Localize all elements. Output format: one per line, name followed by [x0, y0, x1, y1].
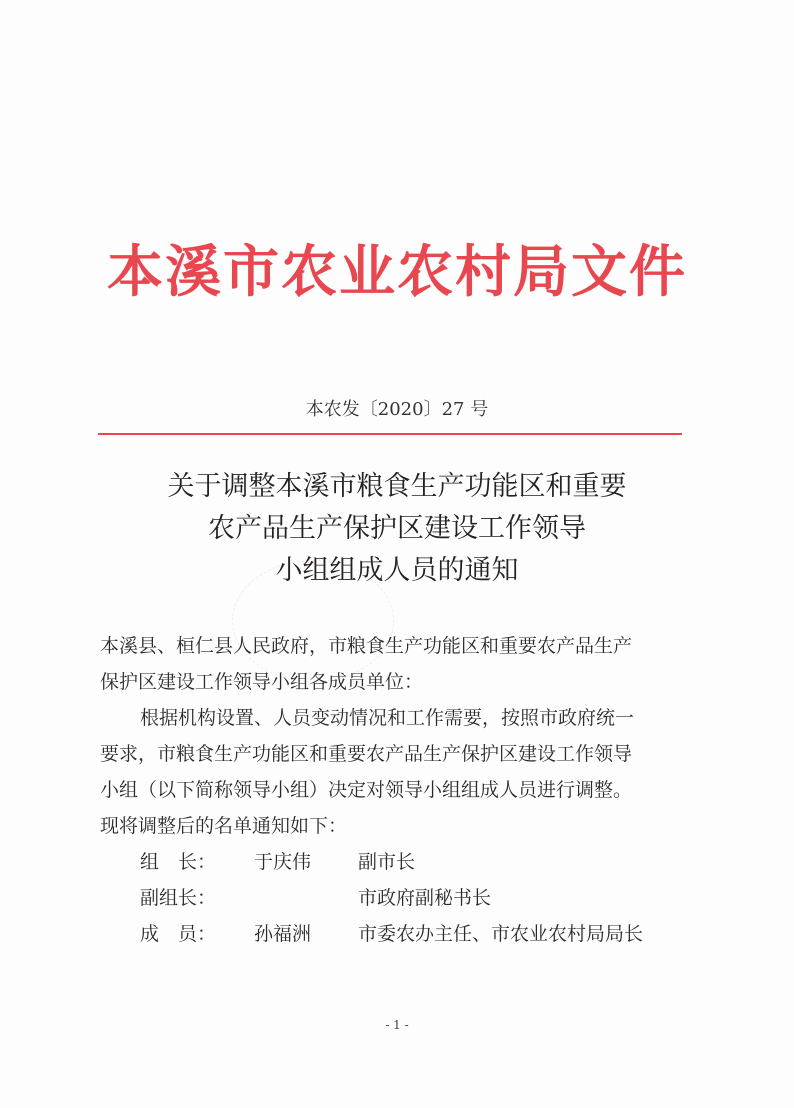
notice-title-line-2: 农产品生产保护区建设工作领导 [208, 513, 586, 544]
member-name: 孙福洲 [254, 923, 312, 945]
member-row-leader [100, 844, 700, 880]
member-name [254, 880, 358, 916]
paragraph-line-2: 要求，市粮食生产功能区和重要农产品生产保护区建设工作领导 [100, 743, 633, 765]
document-number: 本农发〔2020〕27 号 [305, 399, 489, 420]
paragraph-line-3: 小组（以下简称领导小组）决定对领导小组组成人员进行调整。 [100, 779, 633, 801]
member-name: 于庆伟 [254, 851, 312, 873]
notice-title [0, 466, 794, 592]
paragraph-line-1: 根据机构设置、人员变动情况和工作需要，按照市政府统一 [140, 707, 635, 729]
notice-body [100, 628, 700, 952]
member-title: 副市长 [358, 851, 416, 873]
notice-title-line-3: 小组组成人员的通知 [275, 555, 519, 586]
red-separator-line [98, 433, 682, 435]
notice-title-line-1: 关于调整本溪市粮食生产功能区和重要 [167, 471, 627, 502]
addressee-line-1: 本溪县、桓仁县人民政府，市粮食生产功能区和重要农产品生产 [100, 635, 633, 657]
issuer-header-title: 本溪市农业农村局文件 [107, 240, 687, 305]
member-title: 市委农办主任、市农业农村局局长 [358, 923, 644, 945]
member-role: 副组长： [140, 887, 217, 909]
member-row-member [100, 916, 700, 952]
member-row-deputy [100, 880, 700, 916]
page-number: - 1 - [385, 1018, 409, 1032]
addressee-line-2: 保护区建设工作领导小组各成员单位： [100, 671, 424, 693]
paragraph-line-4: 现将调整后的名单通知如下： [100, 815, 348, 837]
member-role: 组 长： [140, 851, 217, 873]
member-title: 市政府副秘书长 [358, 887, 492, 909]
member-role: 成 员： [140, 923, 217, 945]
